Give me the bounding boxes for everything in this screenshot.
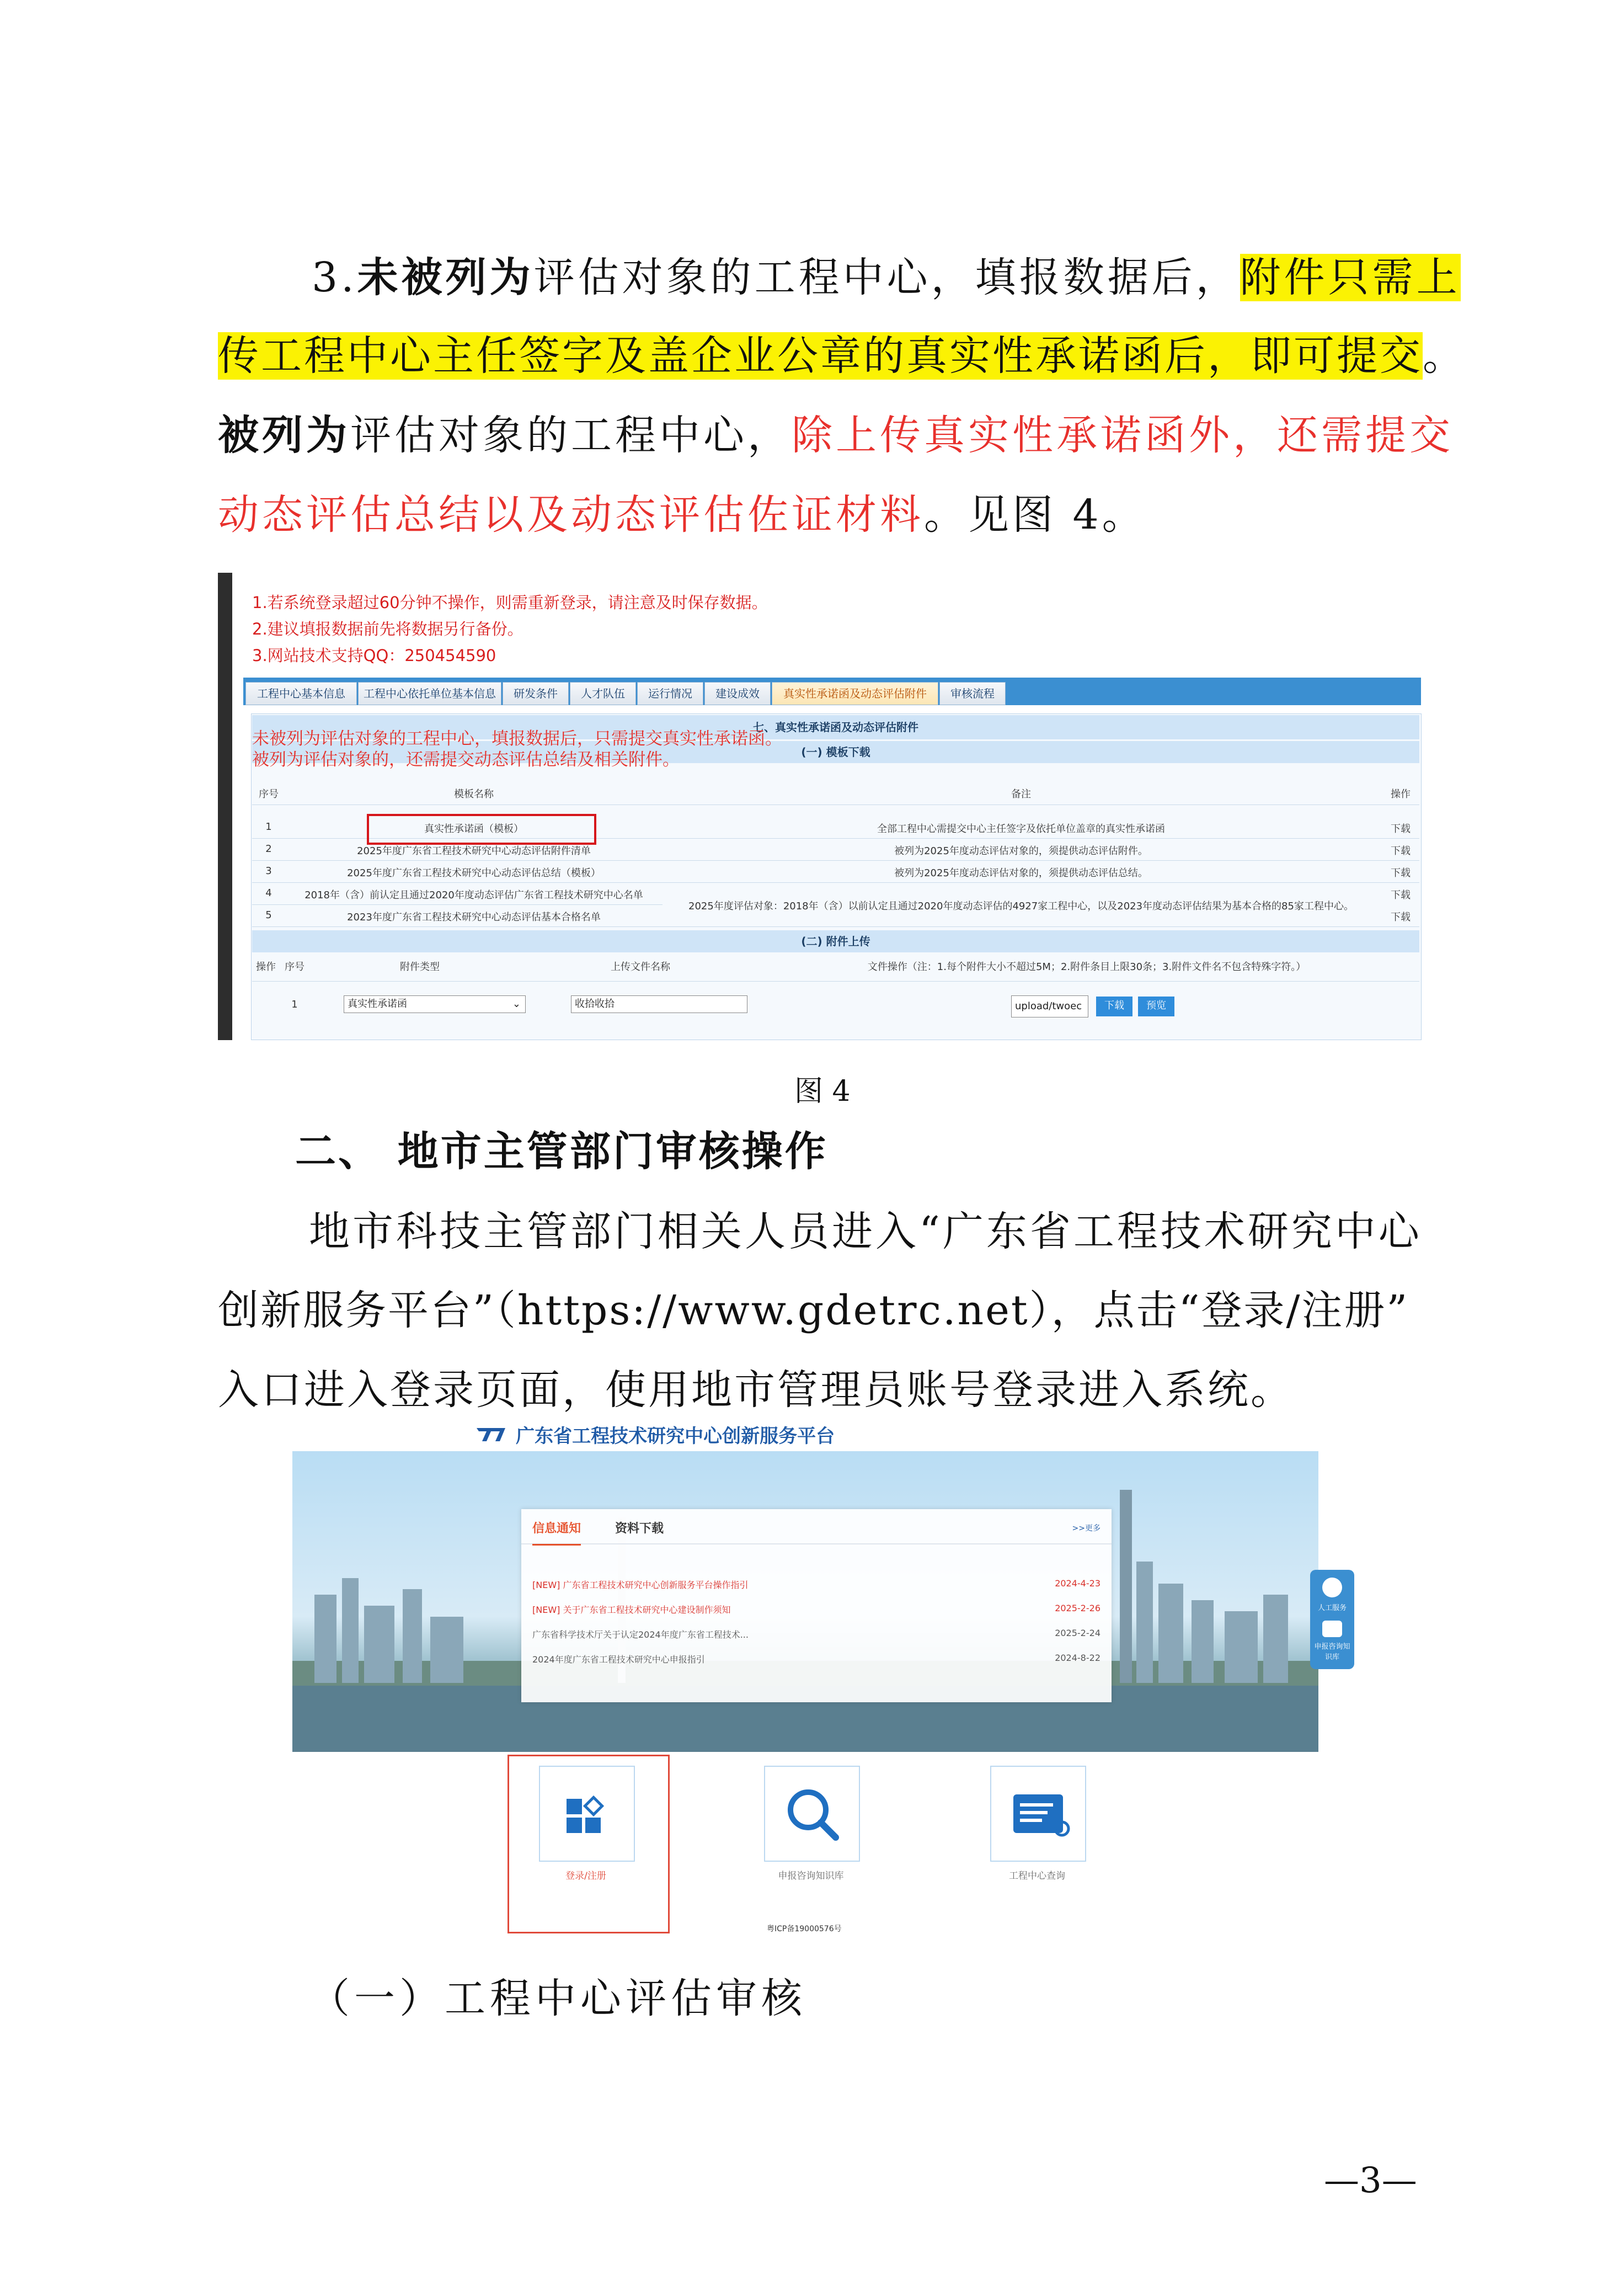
template-note: 全部工程中心需提交中心主任签字及依托单位盖章的真实性承诺函 xyxy=(877,823,1165,835)
upload-header-op: 操作 xyxy=(256,961,276,973)
tab-operation[interactable]: 运行情况 xyxy=(637,682,703,705)
text: 评估对象的工程中心，填报数据后， xyxy=(533,254,1240,301)
template-name: 2025年度广东省工程技术研究中心动态评估总结（模板） xyxy=(347,867,601,879)
para-line-3 xyxy=(218,412,1454,459)
news-date: 2025-2-26 xyxy=(1055,1603,1101,1613)
portal-banner xyxy=(292,1451,1318,1752)
news-item[interactable] xyxy=(532,1603,1101,1616)
page-number: —3— xyxy=(1324,2160,1417,2201)
news-item[interactable] xyxy=(532,1653,1101,1665)
text: 评估对象的工程中心， xyxy=(350,412,792,459)
side-service-panel[interactable] xyxy=(1310,1570,1354,1669)
subsection-upload: (二) 附件上传 xyxy=(252,930,1419,952)
emphasis-listed: 被列为 xyxy=(218,412,350,459)
side-label: 申报咨询知识库 xyxy=(1314,1643,1350,1661)
template-note: 被列为2025年度动态评估对象的，须提供动态评估附件。 xyxy=(894,845,1148,857)
filename-input[interactable] xyxy=(571,995,747,1013)
knowledge-base-tile[interactable] xyxy=(764,1766,860,1862)
download-button[interactable]: 下载 xyxy=(1096,997,1132,1016)
row-no: 4 xyxy=(265,887,272,899)
headset-icon xyxy=(1322,1578,1342,1597)
portal-logo-icon xyxy=(474,1425,507,1445)
col-header-name: 模板名称 xyxy=(454,788,494,800)
download-link[interactable]: 下载 xyxy=(1391,867,1411,879)
highlight-text: 传工程中心主任签字及盖企业公章的真实性承诺函后，即可提交 xyxy=(218,332,1423,380)
row-no: 1 xyxy=(265,821,272,833)
download-link[interactable]: 下载 xyxy=(1391,912,1411,923)
row-divider xyxy=(252,882,1419,883)
news-card xyxy=(521,1509,1112,1702)
attachment-type-select[interactable] xyxy=(344,995,526,1013)
login-register-tile[interactable] xyxy=(539,1766,635,1862)
news-date: 2024-4-23 xyxy=(1055,1578,1101,1589)
merged-note: 2025年度评估对象：2018年（含）以前认定且通过2020年度动态评估的4927家工程中心，以及2023年度动态评估结果为基本合格的85家工程中心。 xyxy=(688,901,1354,912)
news-card-header xyxy=(521,1509,1112,1544)
tab-talent[interactable]: 人才队伍 xyxy=(570,682,636,705)
para-line: 创新服务平台”（https://www.gdetrc.net），点击“登录/注册” xyxy=(218,1287,1409,1334)
red-text: 除上传真实性承诺函外，还需提交 xyxy=(792,412,1454,459)
news-item[interactable] xyxy=(532,1628,1101,1640)
col-header-op: 操作 xyxy=(1391,788,1411,800)
section-title: 七、真实性承诺函及动态评估附件 xyxy=(252,715,1419,739)
tab-results[interactable]: 建设成效 xyxy=(704,682,771,705)
item-number: 3. xyxy=(312,254,357,301)
side-label: 人工服务 xyxy=(1317,1604,1347,1612)
more-link[interactable]: >>更多 xyxy=(1072,1524,1101,1533)
tab-notices[interactable]: 信息通知 xyxy=(532,1519,581,1546)
template-note: 被列为2025年度动态评估对象的，须提供动态评估总结。 xyxy=(894,867,1148,879)
portal-header xyxy=(474,1421,835,1447)
col-header-no: 序号 xyxy=(259,788,279,800)
notice-line: 1.若系统登录超过60分钟不操作，则需重新登录，请注意及时保存数据。 xyxy=(252,593,768,612)
row-divider xyxy=(252,926,1419,927)
tab-attachments[interactable]: 真实性承诺函及动态评估附件 xyxy=(772,682,938,705)
highlight-box xyxy=(367,814,596,845)
tab-rd[interactable]: 研发条件 xyxy=(503,682,569,705)
news-title: 广东省科学技术厅关于认定2024年度广东省工程技术... xyxy=(532,1629,749,1640)
row-no: 3 xyxy=(265,865,272,877)
tile-label: 申报咨询知识库 xyxy=(778,1871,844,1882)
template-name: 2023年度广东省工程技术研究中心动态评估基本合格名单 xyxy=(347,912,601,923)
news-title: [NEW] 关于广东省工程技术研究中心建设制作须知 xyxy=(532,1605,731,1615)
red-text: 动态评估总结以及动态评估佐证材料 xyxy=(218,491,924,539)
section-heading: 二、 地市主管部门审核操作 xyxy=(295,1128,828,1175)
notice-line: 2.建议填报数据前先将数据另行备份。 xyxy=(252,620,523,638)
para-line: 入口进入登录页面，使用地市管理员账号登录进入系统。 xyxy=(218,1366,1294,1414)
upload-header-type: 附件类型 xyxy=(400,961,440,973)
row-divider xyxy=(252,804,1419,805)
tab-review-flow[interactable]: 审核流程 xyxy=(939,682,1006,705)
upload-header-no: 序号 xyxy=(285,961,304,973)
overlay-red-note: 未被列为评估对象的工程中心，填报数据后，只需提交真实性承诺函。 xyxy=(252,729,782,749)
row-no: 5 xyxy=(265,909,272,921)
input-value: 收拾收拾 xyxy=(575,998,615,1010)
tab-downloads[interactable]: 资料下载 xyxy=(615,1522,664,1536)
text: 。 xyxy=(1423,332,1466,380)
row-divider xyxy=(252,860,1419,861)
search-icon xyxy=(765,1767,859,1861)
para-line: 地市科技主管部门相关人员进入“广东省工程技术研究中心 xyxy=(309,1208,1422,1255)
center-query-tile[interactable] xyxy=(990,1766,1086,1862)
figure-caption: 图 4 xyxy=(794,1075,851,1108)
apps-icon xyxy=(540,1767,634,1861)
row-divider xyxy=(252,904,663,905)
tile-label: 登录/注册 xyxy=(565,1871,606,1882)
para-line-4 xyxy=(218,491,1146,539)
tab-org-info[interactable]: 工程中心依托单位基本信息 xyxy=(358,682,501,705)
chat-icon xyxy=(1322,1621,1342,1637)
news-date: 2024-8-22 xyxy=(1055,1653,1101,1663)
subsection-template: (一) 模板下载 xyxy=(252,741,1419,763)
notice-line: 3.网站技术支持QQ：250454590 xyxy=(252,646,496,665)
download-link[interactable]: 下载 xyxy=(1391,823,1411,835)
download-link[interactable]: 下载 xyxy=(1391,889,1411,901)
icp-number: 粤ICP备19000576号 xyxy=(767,1925,842,1933)
news-date: 2025-2-24 xyxy=(1055,1628,1101,1638)
upload-header-fileop: 文件操作（注：1.每个附件大小不超过5M；2.附件条目上限30条；3.附件文件名不包含特殊字符。） xyxy=(867,961,1306,973)
select-value: 真实性承诺函 xyxy=(348,998,407,1010)
para-line-1 xyxy=(218,254,1461,301)
upload-header-file: 上传文件名称 xyxy=(611,961,670,973)
tile-label: 工程中心查询 xyxy=(1009,1871,1065,1882)
left-dark-bar xyxy=(218,573,232,1040)
template-name: 2025年度广东省工程技术研究中心动态评估附件清单 xyxy=(357,845,591,857)
figure-4-screenshot xyxy=(218,573,1423,1040)
portal-title: 广东省工程技术研究中心创新服务平台 xyxy=(516,1425,835,1447)
path-value: upload/twoec xyxy=(1015,1000,1082,1012)
text: 。见图 4。 xyxy=(924,491,1146,539)
template-name: 真实性承诺函（模板） xyxy=(424,823,523,835)
news-title: 2024年度广东省工程技术研究中心申报指引 xyxy=(532,1654,705,1665)
template-name: 2018年（含）前认定且通过2020年度动态评估广东省工程技术研究中心名单 xyxy=(304,889,643,901)
highlight-text: 附件只需上 xyxy=(1240,254,1461,301)
download-link[interactable]: 下载 xyxy=(1391,845,1411,857)
portal-screenshot xyxy=(292,1421,1363,1940)
row-divider xyxy=(252,981,1419,982)
chevron-down-icon: ⌄ xyxy=(512,998,521,1010)
para-line-2 xyxy=(218,332,1466,380)
emphasis-not-listed: 未被列为 xyxy=(357,254,534,301)
document-query-icon xyxy=(991,1767,1085,1861)
col-header-note: 备注 xyxy=(1011,788,1031,800)
news-item[interactable] xyxy=(532,1578,1101,1591)
subsection-heading: （一）工程中心评估审核 xyxy=(309,1975,806,2022)
news-title: [NEW] 广东省工程技术研究中心创新服务平台操作指引 xyxy=(532,1580,749,1590)
row-no: 2 xyxy=(265,843,272,855)
preview-button[interactable]: 预览 xyxy=(1138,997,1174,1016)
tab-center-info[interactable]: 工程中心基本信息 xyxy=(245,682,357,705)
upload-path-field[interactable] xyxy=(1011,995,1088,1017)
overlay-red-note: 被列为评估对象的，还需提交动态评估总结及相关附件。 xyxy=(252,750,680,770)
upload-row-no: 1 xyxy=(291,999,298,1010)
